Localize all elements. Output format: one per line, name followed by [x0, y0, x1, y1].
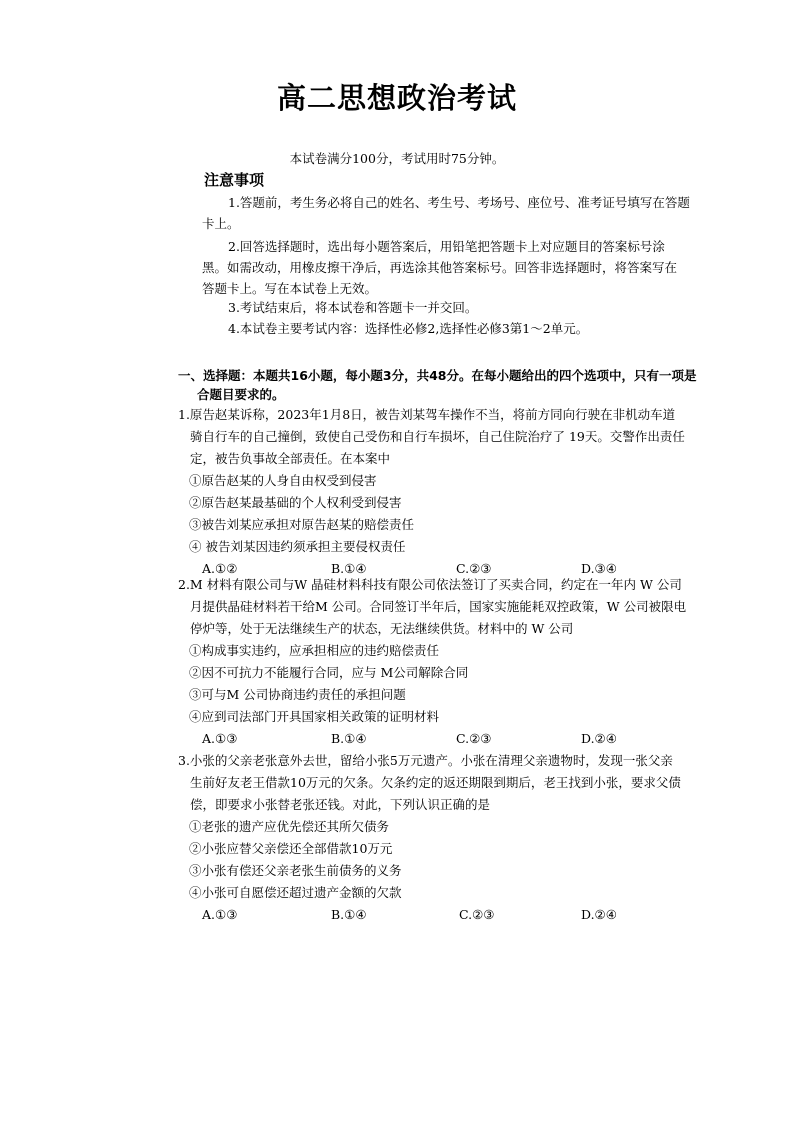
statement-option: ③被告刘某应承担对原告赵某的赔偿责任 — [189, 517, 415, 532]
choice-d: D.②④ — [581, 907, 617, 922]
choice-b: B.①④ — [331, 731, 367, 746]
notice-item-4 — [202, 318, 702, 339]
choice-d: D.③④ — [581, 561, 617, 576]
stem-line: 生前好友老王借款10万元的欠条。欠条约定的返还期限到期后，老王找到小张，要求父债 — [190, 775, 681, 790]
choice-c: C.②③ — [459, 907, 495, 922]
statement-option: ①老张的遗产应优先偿还其所欠债务 — [189, 819, 390, 834]
notice-heading: 注意事项 — [204, 171, 265, 189]
notice-line: 4.本试卷主要考试内容：选择性必修2,选择性必修3第1～2单元。 — [228, 321, 589, 336]
exam-title: 高二思想政治考试 — [276, 81, 517, 115]
statement-option: ③可与M 公司协商违约责任的承担问题 — [189, 687, 406, 702]
question-1 — [178, 404, 718, 580]
statement-option: ①原告赵某的人身自由权受到侵害 — [189, 473, 377, 488]
stem-line: 月提供晶硅材料若干给M 公司。合同签订半年后，国家实施能耗双控政策，W 公司被限电 — [190, 599, 687, 614]
answer-choices — [178, 728, 718, 750]
question-3 — [178, 750, 718, 926]
stem-line: 停炉等，处于无法继续生产的状态，无法继续供货。材料中的 W 公司 — [190, 621, 574, 636]
question-stem — [178, 750, 718, 816]
stem-line: 3.小张的父亲老张意外去世，留给小张5万元遗产。小张在清理父亲遗物时，发现一张父亲 — [178, 753, 673, 768]
notice-item-2 — [202, 236, 702, 299]
notice-line: 黑。如需改动，用橡皮擦干净后，再选涂其他答案标号。回答非选择题时，将答案写在 — [202, 260, 678, 275]
stem-line: 骑自行车的自己撞倒，致使自己受伤和自行车损坏，自己住院治疗了 19天。交警作出责任 — [190, 429, 685, 444]
statement-option: ④小张可自愿偿还超过遗产金额的欠款 — [189, 885, 402, 900]
stem-line: 偿，即要求小张替老张还钱。对此，下列认识正确的是 — [190, 797, 491, 812]
stem-line: 1.原告赵某诉称，2023年1月8日，被告刘某驾车操作不当，将前方同向行驶在非机动车道 — [178, 407, 676, 422]
statement-option: ④应到司法部门开具国家相关政策的证明材料 — [189, 709, 440, 724]
section-line-2: 合题目要求的。 — [197, 387, 285, 402]
notice-line: 3.考试结束后，将本试卷和答题卡一并交回。 — [228, 300, 478, 315]
notice-line: 2.回答选择题时，选出每小题答案后，用铅笔把答题卡上对应题目的答案标号涂 — [228, 239, 665, 254]
statement-option: ②原告赵某最基础的个人权利受到侵害 — [189, 495, 402, 510]
exam-subtitle: 本试卷满分100分，考试用时75分钟。 — [289, 151, 505, 166]
choice-a: A.①③ — [202, 731, 238, 746]
section-heading — [178, 366, 713, 404]
choice-c: C.②③ — [456, 561, 492, 576]
choice-a: A.①③ — [202, 907, 238, 922]
statement-option: ④ 被告刘某因违约须承担主要侵权责任 — [189, 539, 406, 554]
statement-option: ③小张有偿还父亲老张生前债务的义务 — [189, 863, 402, 878]
statement-option: ②小张应替父亲偿还全部借款10万元 — [189, 841, 393, 856]
question-stem — [178, 404, 718, 470]
choice-b: B.①④ — [331, 561, 367, 576]
notice-item-3 — [202, 297, 702, 318]
notice-item-1 — [202, 192, 702, 234]
stem-line: 2.M 材料有限公司与W 晶硅材料科技有限公司依法签订了买卖合同，约定在一年内 W 公司 — [178, 577, 682, 592]
choice-b: B.①④ — [331, 907, 367, 922]
section-line-1: 一、选择题：本题共16小题，每小题3分，共48分。在每小题给出的四个选项中，只有一项是 — [178, 368, 697, 383]
choice-a: A.①② — [202, 561, 238, 576]
stem-line: 定，被告负事故全部责任。在本案中 — [190, 451, 391, 466]
statement-option: ①构成事实违约，应承担相应的违约赔偿责任 — [189, 643, 440, 658]
notice-line: 卡上。 — [202, 216, 240, 231]
choice-c: C.②③ — [456, 731, 492, 746]
statement-option: ②因不可抗力不能履行合同，应与 M公司解除合同 — [189, 665, 469, 680]
notice-line: 1.答题前，考生务必将自己的姓名、考生号、考场号、座位号、准考证号填写在答题 — [228, 195, 690, 210]
question-stem — [178, 574, 718, 640]
choice-d: D.②④ — [581, 731, 617, 746]
question-2 — [178, 574, 718, 750]
answer-choices — [178, 904, 718, 926]
notice-line: 答题卡上。写在本试卷上无效。 — [202, 281, 378, 296]
